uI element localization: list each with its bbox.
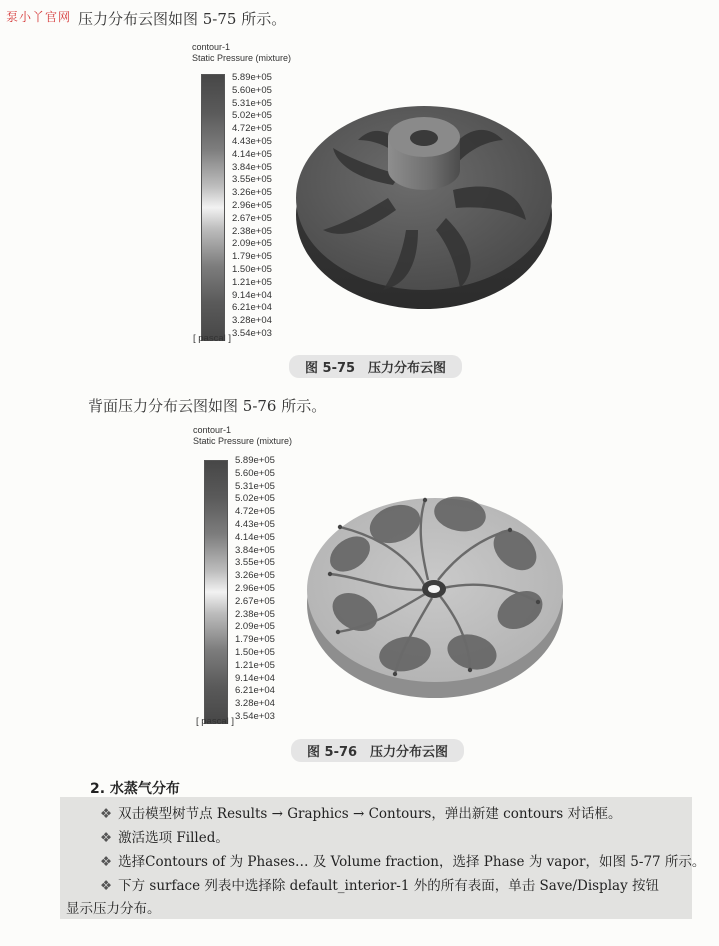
figure-2-subtitle: Static Pressure (mixture) <box>193 436 293 446</box>
figure-2-tick-label: 1.21e+05 <box>235 659 275 671</box>
figure-2-caption: 图 5-76 压力分布云图 <box>291 739 464 762</box>
figure-1-caption: 图 5-75 压力分布云图 <box>289 355 462 378</box>
step-2-text: 激活选项 Filled。 <box>118 830 229 846</box>
figure-1-tick-label: 4.43e+05 <box>232 135 272 147</box>
figure-2-tick-label: 1.79e+05 <box>235 634 275 646</box>
figure-2-tick-label: 3.54e+03 <box>235 710 275 722</box>
figure-1-tick-label: 1.21e+05 <box>232 276 272 288</box>
figure-1-titles <box>192 42 291 64</box>
figure-1-tick-label: 3.55e+05 <box>232 174 272 186</box>
diamond-bullet-icon: ❖ <box>100 878 113 894</box>
figure-2-tick-label: 4.14e+05 <box>235 531 275 543</box>
step-3-text: 选择Contours of 为 Phases… 及 Volume fraction，选择 Phase 为 vapor，如图 5-77 所示。 <box>118 854 706 870</box>
figure-2-tick-label: 2.67e+05 <box>235 595 275 607</box>
step-1 <box>100 802 621 822</box>
figure-2-titles <box>193 425 292 447</box>
figure-1-title: contour-1 <box>192 42 231 52</box>
step-4-text: 下方 surface 列表中选择除 default_interior-1 外的所有表面，单击 Save/Display 按钮 <box>118 878 659 894</box>
figure-2-colorbar <box>204 460 228 724</box>
figure-1-tick-label: 1.50e+05 <box>232 263 272 275</box>
figure-2-tick-label: 3.55e+05 <box>235 557 275 569</box>
step-4-continuation: 显示压力分布。 <box>66 901 161 917</box>
intro-paragraph-2: 背面压力分布云图如图 5-76 所示。 <box>88 397 327 415</box>
impeller-back-render <box>300 462 570 702</box>
section-heading: 2. 水蒸气分布 <box>90 781 180 797</box>
figure-1-tick-label: 2.09e+05 <box>232 238 272 250</box>
figure-2-tick-label: 5.60e+05 <box>235 467 275 479</box>
figure-1-tick-label: 2.38e+05 <box>232 225 272 237</box>
figure-2-tick-label: 4.43e+05 <box>235 518 275 530</box>
figure-2-tick-label: 5.02e+05 <box>235 493 275 505</box>
figure-2-unit: [ pascal ] <box>196 716 235 727</box>
figure-2-tick-label: 2.09e+05 <box>235 621 275 633</box>
step-2 <box>100 826 229 846</box>
step-4 <box>100 874 659 894</box>
figure-2-tick-label: 2.38e+05 <box>235 608 275 620</box>
figure-1-subtitle: Static Pressure (mixture) <box>192 53 292 63</box>
watermark-text: 泵小丫官网 <box>6 10 72 24</box>
diamond-bullet-icon: ❖ <box>100 854 113 870</box>
figure-1-tick-label: 5.31e+05 <box>232 97 272 109</box>
diamond-bullet-icon: ❖ <box>100 806 113 822</box>
diamond-bullet-icon: ❖ <box>100 830 113 846</box>
figure-1-colorbar <box>201 74 225 341</box>
figure-1-tick-label: 5.60e+05 <box>232 84 272 96</box>
figure-2-tick-label: 9.14e+04 <box>235 672 275 684</box>
figure-2-tick-label: 5.31e+05 <box>235 480 275 492</box>
intro-paragraph-1: 压力分布云图如图 5-75 所示。 <box>78 10 287 28</box>
figure-2-tick-label: 4.72e+05 <box>235 506 275 518</box>
figure-1-tick-label: 3.28e+04 <box>232 315 272 327</box>
figure-2-colorbar-ticks <box>235 455 275 724</box>
figure-1-tick-label: 5.02e+05 <box>232 110 272 122</box>
figure-1-tick-label: 6.21e+04 <box>232 302 272 314</box>
figure-2-tick-label: 1.50e+05 <box>235 646 275 658</box>
figure-2-tick-label: 3.84e+05 <box>235 544 275 556</box>
step-1-text: 双击模型树节点 Results → Graphics → Contours，弹出新建 contours 对话框。 <box>118 806 622 822</box>
figure-2-tick-label: 6.21e+04 <box>235 685 275 697</box>
figure-1-tick-label: 2.96e+05 <box>232 199 272 211</box>
step-3 <box>100 850 705 870</box>
figure-1-tick-label: 1.79e+05 <box>232 251 272 263</box>
figure-2-tick-label: 3.26e+05 <box>235 570 275 582</box>
impeller-front-render <box>288 80 560 315</box>
figure-2-title: contour-1 <box>193 425 232 435</box>
figure-2-tick-label: 5.89e+05 <box>235 455 275 466</box>
figure-1-tick-label: 4.72e+05 <box>232 123 272 135</box>
figure-1-tick-label: 3.26e+05 <box>232 187 272 199</box>
figure-2-tick-label: 2.96e+05 <box>235 582 275 594</box>
figure-1-tick-label: 4.14e+05 <box>232 148 272 160</box>
figure-1-colorbar-ticks <box>232 72 272 341</box>
figure-1-tick-label: 3.84e+05 <box>232 161 272 173</box>
figure-1-tick-label: 2.67e+05 <box>232 212 272 224</box>
figure-1-unit: [ pascal ] <box>193 333 232 344</box>
figure-1-tick-label: 9.14e+04 <box>232 289 272 301</box>
figure-1-tick-label: 3.54e+03 <box>232 327 272 339</box>
figure-1-tick-label: 5.89e+05 <box>232 72 272 83</box>
figure-2-tick-label: 3.28e+04 <box>235 698 275 710</box>
